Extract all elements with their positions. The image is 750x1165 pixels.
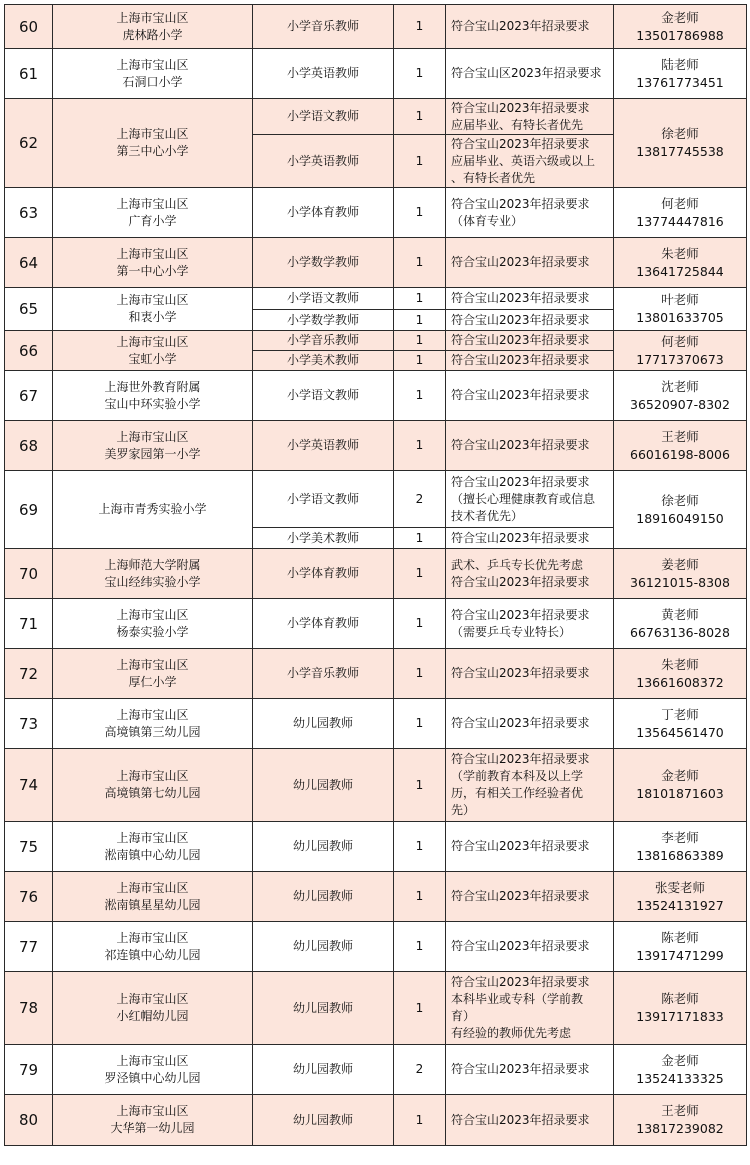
school-name-line: 上海市宝山区 [116, 930, 189, 945]
requirement-line: （学前教育本科及以上学 [451, 769, 584, 783]
position-count: 1 [394, 238, 446, 288]
position-title: 小学体育教师 [253, 188, 394, 238]
row-number: 72 [5, 649, 53, 699]
row-number: 66 [5, 331, 53, 371]
requirement-line: 符合宝山2023年招录要求 [451, 1062, 590, 1076]
contact-line: 张雯老师 [654, 879, 705, 895]
requirement-line: 符合宝山2023年招录要求 [451, 196, 590, 211]
position-title: 小学数学教师 [253, 238, 394, 288]
contact-line: 朱老师 [661, 656, 699, 672]
position-count: 1 [394, 135, 446, 188]
position-title: 幼儿园教师 [253, 922, 394, 972]
position-title: 幼儿园教师 [253, 972, 394, 1045]
contact-line: 36520907-8302 [630, 396, 730, 412]
school-name-line: 上海市宝山区 [116, 769, 189, 783]
position-count: 1 [394, 872, 446, 922]
position-count: 1 [394, 922, 446, 972]
position-title: 幼儿园教师 [253, 699, 394, 749]
contact-info [614, 699, 747, 749]
contact-line: 何老师 [661, 333, 699, 349]
school-name [53, 699, 253, 749]
table-row [5, 1095, 747, 1146]
table-body [5, 5, 747, 1146]
contact-info [614, 471, 747, 549]
requirement-line: 符合宝山2023年招录要求 [451, 839, 590, 853]
contact-line: 李老师 [661, 829, 699, 845]
contact-info [614, 922, 747, 972]
contact-line: 13817745538 [636, 144, 724, 159]
position-count: 1 [394, 972, 446, 1045]
position-title: 小学体育教师 [253, 549, 394, 599]
position-count: 1 [394, 528, 446, 549]
row-number: 64 [5, 238, 53, 288]
position-count: 1 [394, 699, 446, 749]
requirement [446, 371, 614, 421]
position-title: 幼儿园教师 [253, 1045, 394, 1095]
row-number: 65 [5, 288, 53, 331]
school-name-line: 上海市宝山区 [116, 334, 189, 349]
row-number: 76 [5, 872, 53, 922]
position-count: 1 [394, 188, 446, 238]
table-row [5, 699, 747, 749]
table-row [5, 872, 747, 922]
contact-line: 徐老师 [661, 126, 699, 141]
contact-line: 王老师 [661, 428, 699, 444]
requirement-line: （擅长心理健康教育或信息 [451, 491, 596, 506]
row-number: 69 [5, 471, 53, 549]
school-name-line: 上海市宝山区 [116, 127, 189, 141]
contact-line: 13817239082 [636, 1121, 724, 1136]
position-title: 幼儿园教师 [253, 749, 394, 822]
contact-line: 66763136-8028 [630, 624, 730, 640]
contact-line: 13761773451 [636, 74, 724, 90]
contact-info [614, 5, 747, 49]
contact-info [614, 188, 747, 238]
school-name [53, 1095, 253, 1146]
table-row [5, 471, 747, 528]
requirement-line: 符合宝山2023年招录要求 [451, 474, 590, 489]
requirement [446, 649, 614, 699]
position-title: 小学音乐教师 [253, 331, 394, 351]
table-row [5, 371, 747, 421]
school-name [53, 99, 253, 188]
requirement-line: 符合宝山2023年招录要求 [451, 975, 590, 989]
row-number: 60 [5, 5, 53, 49]
contact-line: 18916049150 [636, 510, 724, 526]
school-name-line: 宝山经纬实验小学 [104, 574, 201, 589]
school-name-line: 宝虹小学 [128, 351, 177, 366]
contact-info [614, 99, 747, 188]
requirement-line: 育） [451, 1009, 476, 1023]
school-name-line: 上海市宝山区 [116, 707, 189, 722]
requirement [446, 99, 614, 135]
contact-info [614, 872, 747, 922]
requirement-line: 技术者优先） [451, 508, 524, 523]
contact-info [614, 599, 747, 649]
requirement-line: 符合宝山2023年招录要求 [451, 607, 590, 622]
contact-line: 18101871603 [636, 786, 724, 801]
school-name-line: 宝山中环实验小学 [104, 396, 201, 411]
position-count: 1 [394, 99, 446, 135]
school-name-line: 厚仁小学 [128, 674, 177, 689]
requirement [446, 310, 614, 331]
requirement-line: 符合宝山2023年招录要求 [451, 666, 590, 680]
requirement [446, 471, 614, 528]
requirement [446, 822, 614, 872]
contact-line: 13661608372 [636, 674, 724, 690]
school-name-line: 高境镇第七幼儿园 [104, 786, 201, 800]
requirement-line: 符合宝山2023年招录要求 [451, 312, 590, 327]
school-name [53, 749, 253, 822]
position-count: 2 [394, 471, 446, 528]
school-name-line: 第一中心小学 [116, 263, 189, 278]
school-name [53, 1045, 253, 1095]
contact-line: 36121015-8308 [630, 574, 730, 590]
school-name [53, 331, 253, 371]
position-count: 1 [394, 310, 446, 331]
contact-line: 13774447816 [636, 213, 724, 229]
requirement [446, 5, 614, 49]
contact-info [614, 822, 747, 872]
school-name-line: 和衷小学 [128, 310, 177, 324]
table-row [5, 599, 747, 649]
position-title: 小学英语教师 [253, 421, 394, 471]
contact-line: 13501786988 [636, 27, 724, 43]
contact-line: 丁老师 [661, 706, 699, 722]
school-name-line: 上海世外教育附属 [104, 379, 201, 394]
position-count: 1 [394, 599, 446, 649]
requirement-line: 符合宝山2023年招录要求 [451, 939, 590, 953]
school-name [53, 549, 253, 599]
school-name-line: 杨泰实验小学 [116, 624, 189, 639]
requirement-line: 、有特长者优先 [451, 170, 536, 185]
requirement [446, 49, 614, 99]
contact-info [614, 749, 747, 822]
contact-info [614, 421, 747, 471]
table-row [5, 1045, 747, 1095]
school-name [53, 371, 253, 421]
position-title: 小学语文教师 [253, 471, 394, 528]
table-row [5, 649, 747, 699]
school-name-line: 上海市宝山区 [116, 196, 189, 211]
requirement-line: 符合宝山2023年招录要求 [451, 353, 590, 367]
requirement [446, 351, 614, 371]
school-name-line: 上海市宝山区 [116, 429, 189, 444]
position-count: 1 [394, 351, 446, 371]
school-name [53, 238, 253, 288]
requirement-line: 有经验的教师优先考虑 [451, 1026, 572, 1040]
requirement [446, 549, 614, 599]
contact-info [614, 49, 747, 99]
contact-line: 何老师 [661, 195, 699, 211]
position-count: 1 [394, 549, 446, 599]
requirement [446, 872, 614, 922]
table-row [5, 238, 747, 288]
position-title: 小学美术教师 [253, 351, 394, 371]
contact-line: 王老师 [661, 1103, 699, 1118]
row-number: 62 [5, 99, 53, 188]
contact-line: 叶老师 [661, 292, 699, 307]
row-number: 70 [5, 549, 53, 599]
requirement-line: 本科毕业或专科（学前教 [451, 992, 584, 1006]
position-count: 1 [394, 749, 446, 822]
school-name-line: 广育小学 [128, 213, 177, 228]
contact-line: 66016198-8006 [630, 446, 730, 462]
school-name-line: 上海市宝山区 [116, 880, 189, 895]
school-name [53, 288, 253, 331]
recruitment-table [4, 4, 747, 1146]
contact-line: 朱老师 [661, 245, 699, 261]
table-row [5, 331, 747, 351]
requirement-line: 符合宝山2023年招录要求 [451, 100, 590, 115]
school-name-line: 第三中心小学 [116, 144, 189, 158]
position-title: 小学语文教师 [253, 288, 394, 310]
school-name-line: 上海师范大学附属 [104, 557, 201, 572]
row-number: 67 [5, 371, 53, 421]
position-count: 1 [394, 288, 446, 310]
position-count: 2 [394, 1045, 446, 1095]
school-name [53, 872, 253, 922]
contact-line: 13917171833 [636, 1009, 724, 1024]
requirement-line: 符合宝山2023年招录要求 [451, 530, 590, 545]
contact-line: 17717370673 [636, 351, 724, 367]
school-name-line: 祁连镇中心幼儿园 [104, 947, 201, 962]
position-title: 小学数学教师 [253, 310, 394, 331]
contact-info [614, 1045, 747, 1095]
position-title: 小学语文教师 [253, 99, 394, 135]
school-name-line: 淞南镇星星幼儿园 [104, 897, 201, 912]
requirement-line: 符合宝山2023年招录要求 [451, 255, 590, 269]
requirement-line: 应届毕业、英语六级或以上 [451, 153, 596, 168]
requirement-line: 符合宝山2023年招录要求 [451, 1112, 590, 1127]
position-count: 1 [394, 649, 446, 699]
contact-line: 13564561470 [636, 724, 724, 740]
contact-info [614, 549, 747, 599]
contact-line: 金老师 [661, 1052, 699, 1068]
requirement-line: （体育专业） [451, 213, 524, 228]
requirement [446, 1045, 614, 1095]
school-name-line: 上海市宝山区 [116, 293, 189, 307]
contact-line: 13524131927 [636, 897, 724, 913]
table-row [5, 188, 747, 238]
requirement [446, 972, 614, 1045]
school-name [53, 599, 253, 649]
table-row [5, 922, 747, 972]
position-count: 1 [394, 822, 446, 872]
contact-info [614, 972, 747, 1045]
school-name [53, 49, 253, 99]
requirement-line: 符合宝山2023年招录要求 [451, 438, 590, 452]
row-number: 68 [5, 421, 53, 471]
requirement [446, 188, 614, 238]
contact-line: 黄老师 [661, 606, 699, 622]
school-name-line: 上海市宝山区 [116, 246, 189, 261]
requirement-line: 符合宝山2023年招录要求 [451, 574, 590, 589]
school-name-line: 高境镇第三幼儿园 [104, 724, 201, 739]
position-title: 幼儿园教师 [253, 822, 394, 872]
requirement [446, 599, 614, 649]
table-row [5, 972, 747, 1045]
school-name-line: 石洞口小学 [122, 74, 183, 89]
position-count: 1 [394, 49, 446, 99]
school-name [53, 5, 253, 49]
school-name-line: 小红帽幼儿园 [116, 1009, 189, 1023]
requirement [446, 1095, 614, 1146]
position-title: 小学语文教师 [253, 371, 394, 421]
school-name-line: 上海市宝山区 [116, 10, 189, 25]
requirement [446, 288, 614, 310]
contact-line: 13641725844 [636, 263, 724, 279]
school-name-line: 上海市宝山区 [116, 830, 189, 845]
requirement [446, 922, 614, 972]
position-count: 1 [394, 331, 446, 351]
row-number: 80 [5, 1095, 53, 1146]
requirement [446, 699, 614, 749]
school-name-line: 上海市宝山区 [116, 1053, 189, 1068]
position-title: 幼儿园教师 [253, 872, 394, 922]
requirement-line: 历，有相关工作经验者优 [451, 786, 584, 800]
contact-line: 徐老师 [661, 492, 699, 508]
school-name [53, 471, 253, 549]
school-name-line: 虎林路小学 [122, 27, 183, 42]
position-title: 小学音乐教师 [253, 5, 394, 49]
table-row [5, 49, 747, 99]
position-title: 小学体育教师 [253, 599, 394, 649]
position-title: 小学美术教师 [253, 528, 394, 549]
row-number: 77 [5, 922, 53, 972]
position-title: 小学音乐教师 [253, 649, 394, 699]
school-name [53, 822, 253, 872]
requirement-line: 符合宝山2023年招录要求 [451, 889, 590, 903]
school-name [53, 188, 253, 238]
row-number: 79 [5, 1045, 53, 1095]
school-name-line: 上海市宝山区 [116, 992, 189, 1006]
requirement [446, 528, 614, 549]
contact-info [614, 1095, 747, 1146]
position-count: 1 [394, 421, 446, 471]
contact-line: 陆老师 [661, 56, 699, 72]
contact-info [614, 238, 747, 288]
school-name-line: 大华第一幼儿园 [110, 1121, 195, 1135]
table-row [5, 288, 747, 310]
school-name-line: 上海市宝山区 [116, 1104, 189, 1118]
position-count: 1 [394, 5, 446, 49]
table-row [5, 421, 747, 471]
contact-line: 金老师 [661, 9, 699, 25]
requirement-line: 应届毕业、有特长者优先 [451, 117, 584, 132]
school-name-line: 上海市青秀实验小学 [98, 502, 207, 516]
requirement-line: （需要乒乓专业特长） [451, 624, 572, 639]
table-row [5, 549, 747, 599]
requirement-line: 符合宝山2023年招录要求 [451, 333, 590, 347]
school-name [53, 972, 253, 1045]
contact-line: 陈老师 [661, 991, 699, 1006]
position-title: 小学英语教师 [253, 135, 394, 188]
contact-info [614, 371, 747, 421]
requirement-line: 先） [451, 803, 476, 817]
school-name [53, 922, 253, 972]
requirement-line: 符合宝山区2023年招录要求 [451, 66, 602, 80]
table-row [5, 5, 747, 49]
position-count: 1 [394, 371, 446, 421]
position-count: 1 [394, 1095, 446, 1146]
school-name [53, 421, 253, 471]
row-number: 61 [5, 49, 53, 99]
contact-line: 陈老师 [661, 929, 699, 945]
table-row [5, 749, 747, 822]
row-number: 74 [5, 749, 53, 822]
position-title: 小学英语教师 [253, 49, 394, 99]
row-number: 78 [5, 972, 53, 1045]
contact-line: 13524133325 [636, 1070, 724, 1086]
school-name-line: 上海市宝山区 [116, 657, 189, 672]
requirement-line: 武术、乒乓专长优先考虑 [451, 557, 584, 572]
school-name [53, 649, 253, 699]
school-name-line: 淞南镇中心幼儿园 [104, 847, 201, 862]
school-name-line: 上海市宝山区 [116, 607, 189, 622]
requirement [446, 238, 614, 288]
row-number: 73 [5, 699, 53, 749]
row-number: 75 [5, 822, 53, 872]
row-number: 63 [5, 188, 53, 238]
requirement [446, 135, 614, 188]
requirement [446, 331, 614, 351]
table-row [5, 822, 747, 872]
position-title: 幼儿园教师 [253, 1095, 394, 1146]
contact-line: 金老师 [661, 768, 699, 783]
contact-line: 13801633705 [636, 310, 724, 325]
requirement [446, 749, 614, 822]
requirement [446, 421, 614, 471]
school-name-line: 上海市宝山区 [116, 57, 189, 72]
contact-info [614, 649, 747, 699]
table-row [5, 99, 747, 135]
requirement-line: 符合宝山2023年招录要求 [451, 716, 590, 730]
contact-info [614, 331, 747, 371]
contact-info [614, 288, 747, 331]
requirement-line: 符合宝山2023年招录要求 [451, 291, 590, 305]
requirement-line: 符合宝山2023年招录要求 [451, 19, 590, 33]
requirement-line: 符合宝山2023年招录要求 [451, 136, 590, 151]
requirement-line: 符合宝山2023年招录要求 [451, 752, 590, 766]
requirement-line: 符合宝山2023年招录要求 [451, 388, 590, 402]
row-number: 71 [5, 599, 53, 649]
school-name-line: 美罗家园第一小学 [104, 446, 201, 461]
contact-line: 13816863389 [636, 847, 724, 863]
school-name-line: 罗泾镇中心幼儿园 [104, 1070, 201, 1085]
contact-line: 13917471299 [636, 947, 724, 963]
contact-line: 姜老师 [661, 556, 699, 572]
contact-line: 沈老师 [661, 378, 699, 394]
